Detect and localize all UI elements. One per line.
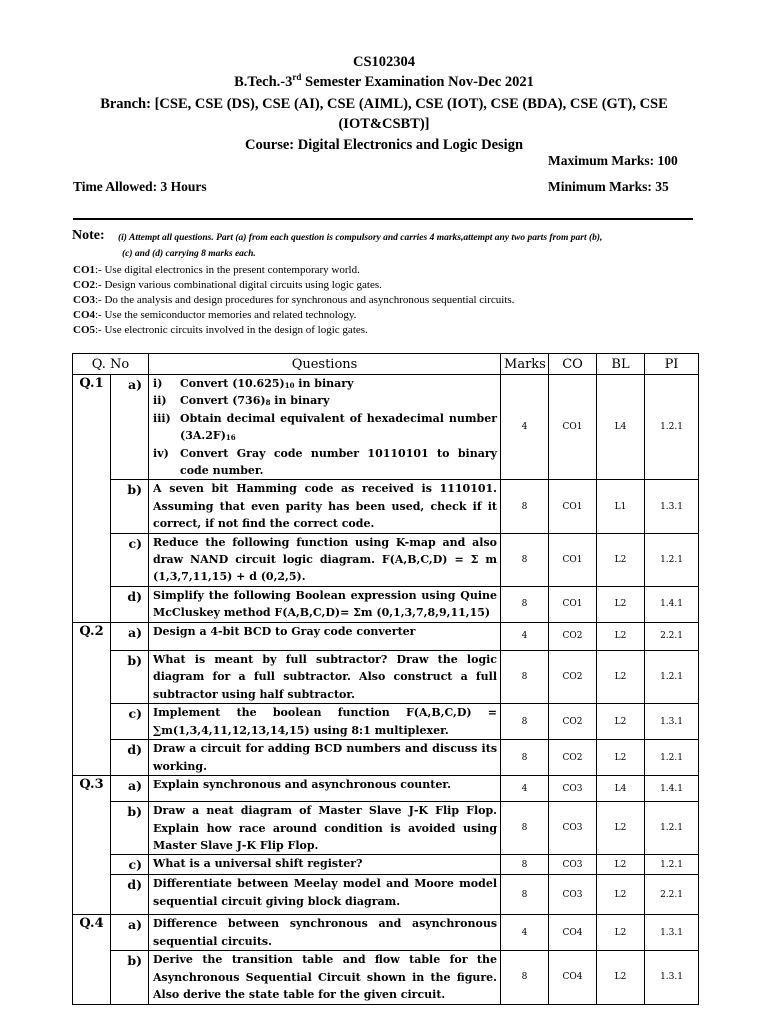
part-label: b): [111, 480, 149, 533]
pi-cell: 1.4.1: [645, 586, 699, 622]
header-bl: BL: [597, 354, 645, 375]
bl-cell: L2: [597, 951, 645, 1004]
part-label: b): [111, 951, 149, 1004]
co-cell: CO2: [549, 740, 597, 776]
list-item: ii) Convert $(736)_8$ in binary: [153, 394, 330, 408]
marks-cell: 4: [501, 776, 549, 802]
minimum-marks: Minimum Marks: 35: [548, 179, 669, 194]
co-cell: CO1: [549, 480, 597, 533]
pi-cell: 1.2.1: [645, 375, 699, 480]
sub-question-list: [153, 375, 497, 479]
pi-cell: 2.2.1: [645, 622, 699, 650]
marks-cell: 8: [501, 650, 549, 703]
marks-cell: 4: [501, 622, 549, 650]
question-text: Reduce the following function using K-map and also draw NAND circuit logic diagram. F(A,B,C,D) = Σ m (1,3,7,11,15) + d (0,2,5).: [149, 533, 501, 586]
co-cell: CO3: [549, 875, 597, 915]
header-marks: Marks: [501, 354, 549, 375]
question-text: Draw a neat diagram of Master Slave J-K Flip Flop. Explain how race around condition is avoided using Master Slave J-K Flip Flop.: [149, 802, 501, 855]
co-cell: CO2: [549, 650, 597, 703]
marks-cell: 8: [501, 855, 549, 875]
marks-cell: 8: [501, 704, 549, 740]
pi-cell: 1.4.1: [645, 776, 699, 802]
marks-cell: 8: [501, 951, 549, 1004]
pi-cell: 1.2.1: [645, 855, 699, 875]
marks-cell: 8: [501, 533, 549, 586]
list-item: i) Convert $(10.625)_{10}$ in binary: [153, 377, 354, 390]
pi-cell: 1.2.1: [645, 650, 699, 703]
co-cell: CO4: [549, 915, 597, 951]
question-number: Q.3: [73, 776, 111, 802]
question-text: Derive the transition table and flow table for the Asynchronous Sequential Circuit shown in the figure. Also derive the state table for the given circuit.: [149, 951, 501, 1004]
bl-cell: L4: [597, 375, 645, 480]
question-number: Q.2: [73, 622, 111, 650]
part-label: a): [111, 375, 149, 480]
table-row: [73, 951, 699, 1004]
co-cell: CO3: [549, 802, 597, 855]
marks-cell: 4: [501, 915, 549, 951]
header-pi: PI: [645, 354, 699, 375]
part-label: c): [111, 533, 149, 586]
bl-cell: L2: [597, 533, 645, 586]
header-questions: Questions: [149, 354, 501, 375]
question-text: What is a universal shift register?: [149, 855, 501, 875]
part-label: a): [111, 915, 149, 951]
marks-cell: 8: [501, 875, 549, 915]
co-cell: CO2: [549, 622, 597, 650]
table-row: [73, 480, 699, 533]
course-outcome: CO2:- Design various combinational digital circuits using logic gates.: [73, 279, 382, 291]
part-label: d): [111, 875, 149, 915]
table-row: [73, 740, 699, 776]
part-label: d): [111, 740, 149, 776]
part-label: c): [111, 704, 149, 740]
table-row: [73, 375, 699, 480]
co-cell: CO4: [549, 951, 597, 1004]
table-row: [73, 586, 699, 622]
pi-cell: 1.3.1: [645, 915, 699, 951]
note-line-2: (c) and (d) carrying 8 marks each.: [122, 249, 256, 259]
bl-cell: L2: [597, 704, 645, 740]
course-title: Course: Digital Electronics and Logic Design: [244, 137, 524, 153]
bl-cell: L4: [597, 776, 645, 802]
exam-title: B.Tech.-3rd Semester Examination Nov-Dec 2021: [234, 72, 534, 90]
part-label: c): [111, 855, 149, 875]
header-divider: [73, 218, 693, 220]
question-text: Simplify the following Boolean expression using Quine McCluskey method F(A,B,C,D)= Σm (0,1,3,7,8,9,11,15): [149, 586, 501, 622]
bl-cell: L2: [597, 650, 645, 703]
note-line-1: (i) Attempt all questions. Part (a) from each question is compulsory and carries 4 marks,attempt any two parts from part (b),: [118, 233, 603, 243]
pi-cell: 1.2.1: [645, 802, 699, 855]
table-row: [73, 533, 699, 586]
list-item: iv) Convert Gray code number 10110101 to binary code number.: [153, 446, 498, 478]
marks-cell: 8: [501, 480, 549, 533]
table-row: [73, 650, 699, 703]
question-number: Q.1: [73, 375, 111, 480]
question-text: Differentiate between Meelay model and Moore model sequential circuit giving block diagram.: [149, 875, 501, 915]
bl-cell: L2: [597, 740, 645, 776]
pi-cell: 2.2.1: [645, 875, 699, 915]
course-outcome: CO3:- Do the analysis and design procedures for synchronous and asynchronous sequential circuits.: [73, 294, 515, 306]
part-label: a): [111, 622, 149, 650]
part-label: d): [111, 586, 149, 622]
question-text: Implement the boolean function F(A,B,C,D) = ∑m(1,3,4,11,12,13,14,15) using 8:1 multiplexer.: [149, 704, 501, 740]
co-cell: CO2: [549, 704, 597, 740]
marks-cell: 8: [501, 586, 549, 622]
question-text: Draw a circuit for adding BCD numbers and discuss its working.: [149, 740, 501, 776]
pi-cell: 1.3.1: [645, 480, 699, 533]
co-cell: CO1: [549, 586, 597, 622]
table-row: [73, 776, 699, 802]
co-cell: CO1: [549, 375, 597, 480]
question-text: A seven bit Hamming code as received is 1110101. Assuming that even parity has been used, check if it correct, if not find the correct code.: [149, 480, 501, 533]
question-text: Difference between synchronous and asynchronous sequential circuits.: [149, 915, 501, 951]
question-text: Explain synchronous and asynchronous counter.: [149, 776, 501, 802]
bl-cell: L2: [597, 915, 645, 951]
co-cell: CO1: [549, 533, 597, 586]
branch-line-1: Branch: [CSE, CSE (DS), CSE (AI), CSE (AIML), CSE (IOT), CSE (BDA), CSE (GT), CSE: [100, 96, 668, 112]
table-row: [73, 875, 699, 915]
header-qno: Q. No: [73, 354, 149, 375]
table-row: [73, 802, 699, 855]
question-number: Q.4: [73, 915, 111, 951]
pi-cell: 1.3.1: [645, 951, 699, 1004]
co-cell: CO3: [549, 855, 597, 875]
part-label: a): [111, 776, 149, 802]
table-row: [73, 855, 699, 875]
table-row: [73, 704, 699, 740]
bl-cell: L2: [597, 622, 645, 650]
co-cell: CO3: [549, 776, 597, 802]
maximum-marks: Maximum Marks: 100: [548, 153, 678, 168]
table-header-row: [73, 354, 699, 375]
part-label: b): [111, 650, 149, 703]
pi-cell: 1.2.1: [645, 740, 699, 776]
marks-cell: 8: [501, 740, 549, 776]
list-item: iii) Obtain decimal equivalent of hexadecimal number $(3A.2F)_{16}$: [153, 411, 498, 443]
time-allowed: Time Allowed: 3 Hours: [73, 179, 207, 194]
bl-cell: L2: [597, 802, 645, 855]
course-outcome: CO5:- Use electronic circuits involved in the design of logic gates.: [73, 324, 368, 336]
question-text: [149, 375, 501, 480]
question-table: [72, 353, 699, 1005]
header-co: CO: [549, 354, 597, 375]
table-row: [73, 622, 699, 650]
course-code: CS102304: [352, 54, 416, 70]
course-outcome: CO4:- Use the semiconductor memories and related technology.: [73, 309, 357, 321]
pi-cell: 1.2.1: [645, 533, 699, 586]
marks-cell: 4: [501, 375, 549, 480]
pi-cell: 1.3.1: [645, 704, 699, 740]
branch-line-2: (IOT&CSBT)]: [338, 116, 430, 132]
part-label: b): [111, 802, 149, 855]
marks-cell: 8: [501, 802, 549, 855]
bl-cell: L1: [597, 480, 645, 533]
bl-cell: L2: [597, 586, 645, 622]
table-row: [73, 915, 699, 951]
bl-cell: L2: [597, 855, 645, 875]
question-text: What is meant by full subtractor? Draw the logic diagram for a full subtractor. Also construct a full subtractor using half subtractor.: [149, 650, 501, 703]
question-text: Design a 4-bit BCD to Gray code converter: [149, 622, 501, 650]
course-outcome: CO1:- Use digital electronics in the present contemporary world.: [73, 264, 360, 276]
bl-cell: L2: [597, 875, 645, 915]
note-label: Note:: [72, 228, 105, 243]
